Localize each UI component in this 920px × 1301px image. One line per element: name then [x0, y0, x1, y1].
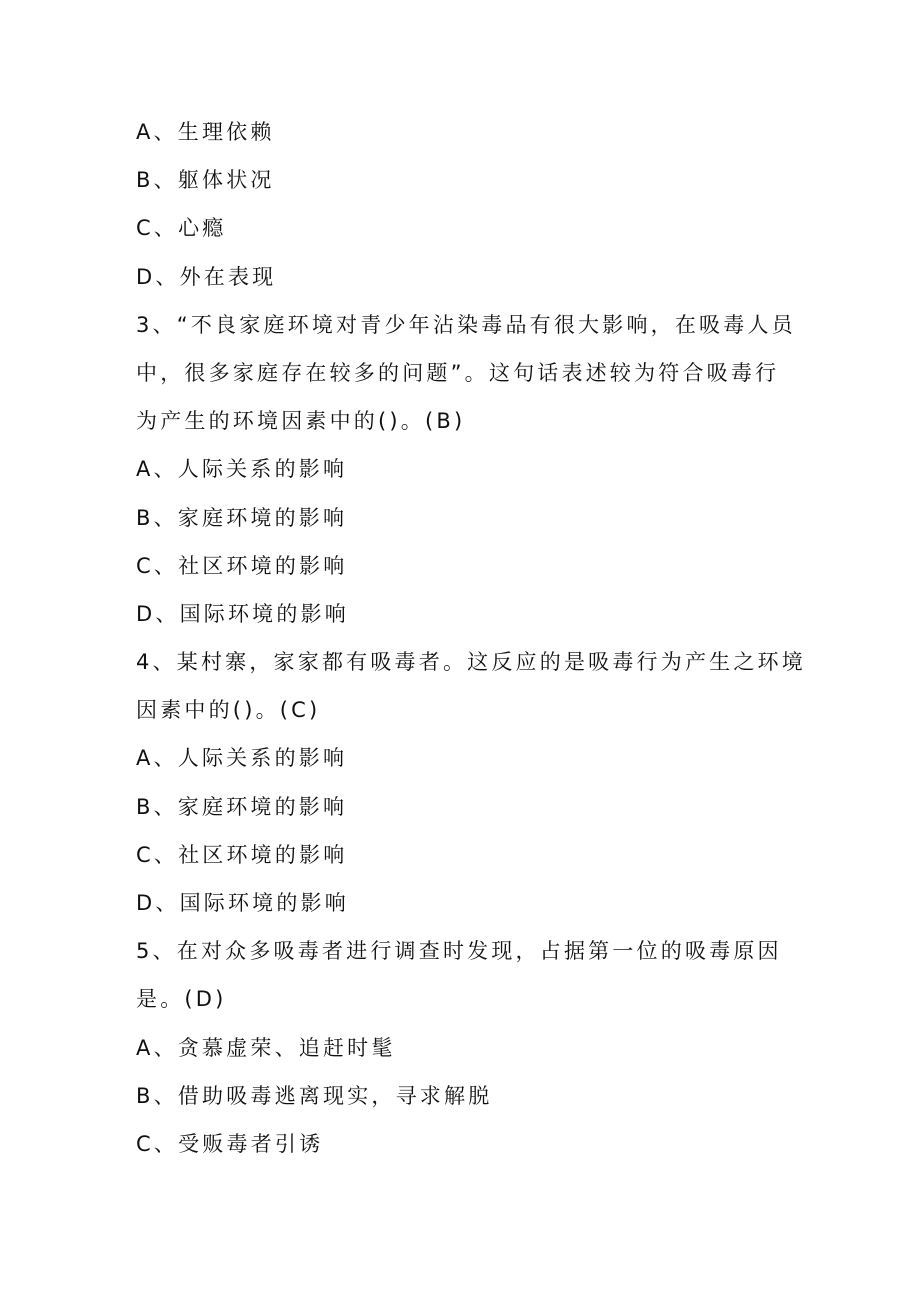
option-a: A、人际关系的影响 [136, 746, 348, 771]
question-5 [136, 927, 786, 1168]
option-a: A、贪慕虚荣、追赶时髦 [136, 1035, 396, 1060]
question-text-line: 中，很多家庭存在较多的问题”。这句话表述较为符合吸毒行 [136, 360, 780, 385]
option-d: D、国际环境的影响 [136, 891, 349, 915]
previous-question-options [136, 108, 786, 301]
question-3 [136, 301, 796, 638]
document-body [136, 108, 806, 1168]
option-c: C、心瘾 [136, 216, 227, 241]
option-c: C、社区环境的影响 [136, 553, 348, 578]
option-b: B、家庭环境的影响 [136, 505, 348, 530]
question-text-line: 3、“不良家庭环境对青少年沾染毒品有很大影响，在吸毒人员 [136, 312, 796, 337]
option-a: A、人际关系的影响 [136, 457, 348, 482]
question-text-line: 4、某村寨，家家都有吸毒者。这反应的是吸毒行为产生之环境 [136, 650, 806, 675]
option-b: B、躯体状况 [136, 168, 275, 193]
option-d: D、外在表现 [136, 264, 277, 289]
option-d: D、国际环境的影响 [136, 601, 349, 626]
option-a: A、生理依赖 [136, 120, 275, 144]
question-text-line: 5、在对众多吸毒者进行调查时发现，占据第一位的吸毒原因 [136, 939, 782, 964]
option-b: B、借助吸毒逃离现实，寻求解脱 [136, 1083, 493, 1108]
question-4 [136, 638, 806, 927]
question-text-line: 是。(D) [136, 987, 227, 1012]
option-b: B、家庭环境的影响 [136, 794, 348, 819]
option-c: C、受贩毒者引诱 [136, 1131, 324, 1156]
option-c: C、社区环境的影响 [136, 842, 348, 867]
question-text-line: 因素中的()。(C) [136, 698, 321, 723]
question-text-line: 为产生的环境因素中的()。(B) [136, 409, 466, 434]
